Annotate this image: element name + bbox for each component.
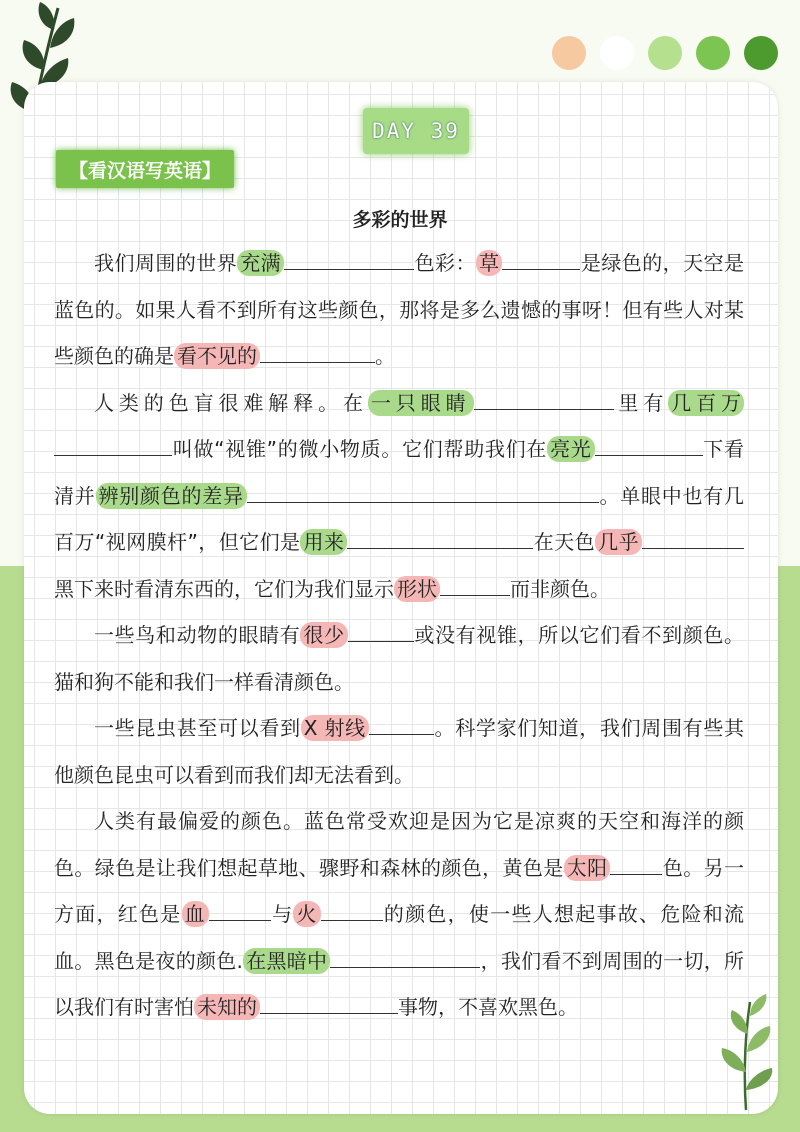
palette-dot [552,36,586,70]
highlight-red: 形状 [394,576,440,602]
answer-blank[interactable] [260,340,375,363]
text-segment: ，我们看不到周围的一切，所以我们有时害怕 [54,948,745,1019]
paragraph [54,380,744,613]
article-title: 多彩的世界 [352,209,448,231]
paragraph [54,240,744,380]
plant-sprig-icon [706,992,782,1112]
text-segment: 一些鸟和动物的眼睛有 [94,623,301,647]
answer-blank[interactable] [321,898,383,921]
answer-blank[interactable] [348,619,414,642]
text-segment: 事物，不喜欢黑色。 [398,995,578,1019]
text-segment: 。科学家们知道，我们周围有些其他颜色昆虫可以看到而我们却无法看到。 [54,716,745,787]
answer-blank[interactable] [330,945,480,968]
text-segment: 的颜色，使一些人想起事故、危险和流血。黑色是夜的颜色. [54,902,745,973]
answer-blank[interactable] [474,387,614,410]
answer-blank[interactable] [502,247,580,270]
highlight-green: 在黑暗中 [243,948,330,974]
highlight-red: 草 [476,250,502,276]
answer-blank[interactable] [610,852,662,875]
highlight-red: 火 [293,901,320,927]
text-segment: 黑下来时看清东西的，它们为我们显示 [54,576,394,601]
paragraph [54,612,744,705]
text-segment: 在天色 [533,530,596,554]
text-segment: 一些昆虫甚至可以看到 [94,716,301,740]
answer-blank[interactable] [209,898,271,921]
highlight-green: 亮光 [547,436,594,462]
answer-blank[interactable] [54,433,172,456]
highlight-green: 辨别颜色的差异 [96,483,247,509]
palette-dot [696,36,730,70]
text-segment: 叫做“视锥”的微小物质。它们帮助我们在 [172,437,548,461]
answer-blank[interactable] [369,712,434,735]
palette-dot [744,36,778,70]
text-segment: 或没有视锥，所以它们看不到颜色。猫和狗不能和我们一样看清颜色。 [54,623,745,694]
text-segment: 里有 [613,390,669,415]
text-segment: 是绿色的，天空是蓝色的。如果人看不到所有这些颜色，那将是多么遗憾的事呀！但有些人对某些颜色的确是 [54,251,745,368]
answer-blank[interactable] [595,433,703,456]
highlight-green: 充满 [237,250,284,276]
highlight-red: 很少 [300,622,347,648]
answer-blank[interactable] [247,480,599,503]
palette-dot [600,36,634,70]
answer-blank[interactable] [347,526,533,549]
text-segment: 我们周围的世界 [94,251,238,275]
section-label: 【看汉语写英语】 [56,150,234,188]
text-segment: 而非颜色。 [510,576,610,601]
text-segment: 与 [270,902,294,926]
palette-dot [648,36,682,70]
answer-blank[interactable] [440,573,510,596]
article-body [54,240,744,1031]
text-segment: 。 [375,344,395,368]
text-segment: 。单眼中也有几百万“视网膜杆”，但它们是 [54,483,744,554]
highlight-red: 未知的 [194,994,260,1020]
highlight-green: 用来 [300,529,347,555]
day-badge: DAY 39 [363,108,469,154]
paragraph [54,705,744,798]
highlight-red: 太阳 [564,855,611,881]
answer-blank[interactable] [284,247,414,270]
text-segment: 色彩： [414,251,476,275]
text-segment: 人类有最偏爱的颜色。蓝色常受欢迎是因为它是凉爽的天空和海洋的颜色。绿色是让我们想起草地、骤野和森林的颜色，黄色是 [54,809,744,880]
text-segment: 色。另一方面，红色是 [54,855,745,926]
highlight-red: 看不见的 [174,343,260,369]
paragraph [54,798,744,1031]
highlight-red: 血 [182,901,209,927]
text-segment: 人类的色盲很难解释。在 [94,390,368,415]
answer-blank[interactable] [260,991,398,1014]
highlight-red: X 射线 [301,715,369,741]
answer-blank[interactable] [642,526,744,549]
highlight-green: 几百万 [668,390,744,416]
color-palette-dots [552,36,778,70]
highlight-red: 几乎 [595,529,642,555]
text-segment: 下看清并 [54,437,745,508]
highlight-green: 一只眼睛 [368,390,474,416]
